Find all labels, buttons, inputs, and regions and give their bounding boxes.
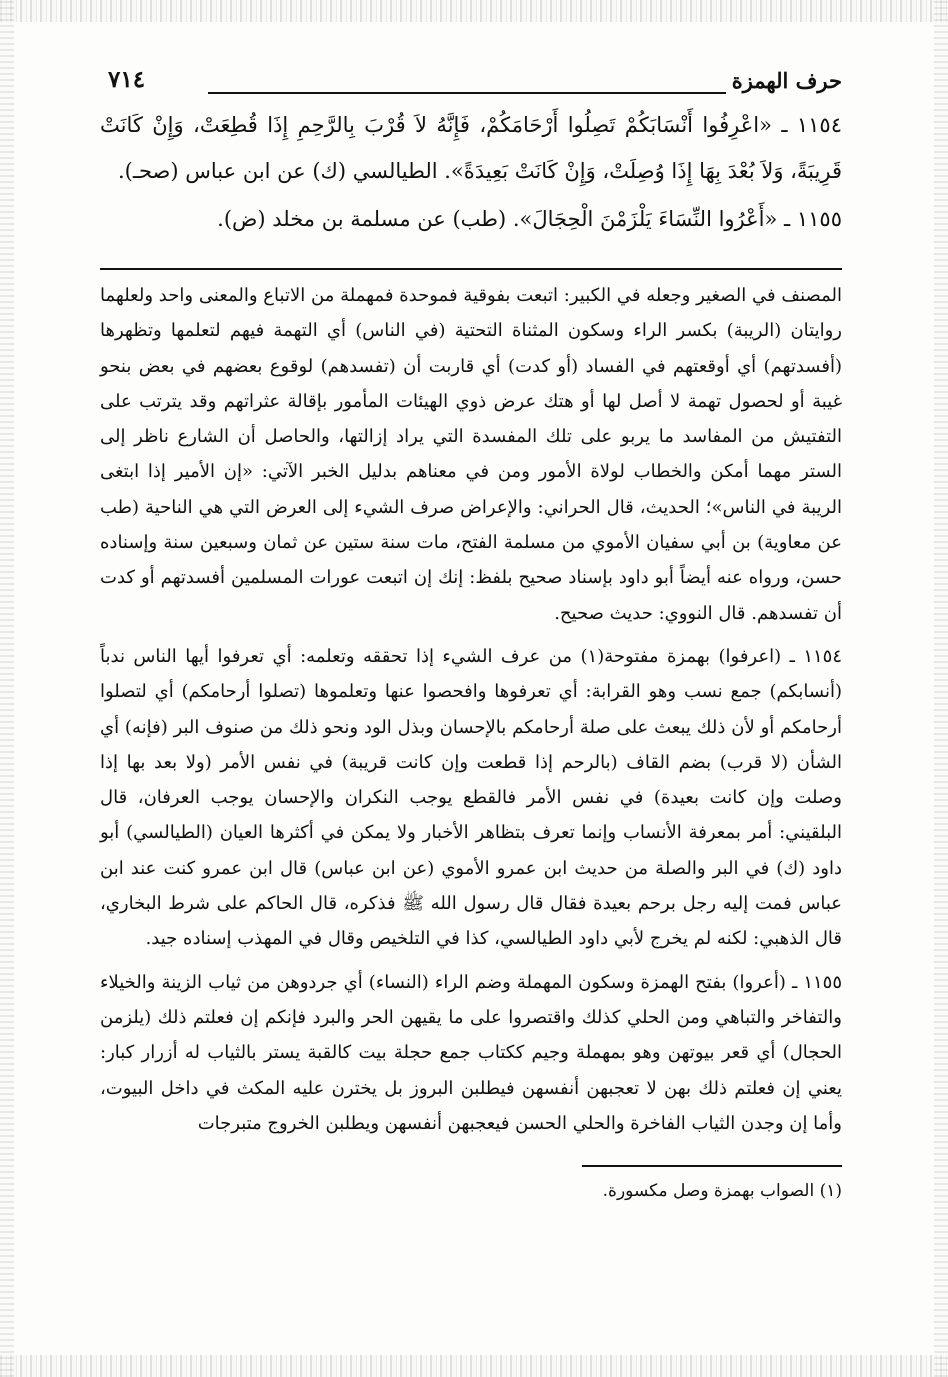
footnote-rule xyxy=(582,1165,842,1167)
page-border-left xyxy=(0,0,14,1377)
footnote: (١) الصواب بهمزة وصل مكسورة. xyxy=(602,1181,842,1202)
hadith-1154: ١١٥٤ ـ «اعْرِفُوا أَنْسَابَكُمْ تَصِلُوا أَرْحَامَكُمْ، فَإِنَّهُ لاَ قُرْبَ بِالرَّحِمِ إِذَا قُطِعَتْ، وَإِنْ كَانَتْ قَرِيبَةً، وَلاَ بُعْدَ بِهَا إِذَا وُصِلَتْ، وَإِنْ كَانَتْ بَعِيدَةً». الطيالسي (ك) عن ابن عباس (صحـ). xyxy=(100,113,842,183)
commentary-paragraph-1: المصنف في الصغير وجعله في الكبير: اتبعت بفوقية فموحدة فمهملة من الاتباع والمعنى واحد ولعلهما روايتان (الريبة) بكسر الراء وسكون المثناة التحتية (في الناس) أي التهمة فيهم لتعلمها وتظهرها (أفسدتهم) أي أوقعتهم في الفساد (أو كدت) أي قاربت أن (تفسدهم) لوقوع بعضهم في بعض بنحو غيبة أو لحصول تهمة لا أصل لها أو هتك عرض ذوي الهيئات المأمور بإقالة عثراتهم وقد يترتب على التفتيش من المفاسد ما يربو على تلك المفسدة التي يراد إزالتها، والحاصل أن الشارع ناظر إلى الستر مهما أمكن والخطاب لولاة الأمور ومن في معناهم بدليل الخبر الآتي: «إن الأمير إذا ابتغى الريبة في الناس»؛ الحديث، قال الحراني: والإعراض صرف الشيء إلى العرض التي هي الناحية (طب عن معاوية) بن أبي سفيان الأموي من مسلمة الفتح، مات سنة ستين عن ثمان وسبعين سنة وإسناده حسن، ورواه عنه أيضاً أبو داود بإسناد صحيح بلفظ: إنك إن اتبعت عورات المسلمين أفسدتهم أو كدت أن تفسدهم. قال النووي: حديث صحيح. xyxy=(100,285,842,624)
page-border-right xyxy=(934,0,948,1377)
header-rule xyxy=(208,92,726,94)
text-commentary-divider xyxy=(100,268,842,270)
book-page xyxy=(100,62,842,1352)
commentary-paragraph-3: ١١٥٥ ـ (أعروا) بفتح الهمزة وسكون المهملة وضم الراء (النساء) أي جردوهن من ثياب الزينة والخيلاء والتفاخر والتباهي ومن الحلي كذلك واقتصروا على ما يقيهن الحر والبرد فإنكم إن فعلتم ذلك (يلزمن الحجال) أي قعر بيوتهن وهو بمهملة وجيم ككتاب جمع حجلة بيت كالقبة يستر بالثياب له أزرار كبار: يعني إن فعلتم ذلك بهن لا تعجبهن أنفسهن فيطلبن البروز بل يخترن عليه المكث في داخل البيوت، وأما إن وجدن الثياب الفاخرة والحلي الحسن فيعجبهن أنفسهن ويطلبن الخروج متبرجات xyxy=(100,971,842,1134)
page-border-bottom xyxy=(0,1355,948,1377)
page-border-top xyxy=(0,0,948,22)
commentary-paragraph-2: ١١٥٤ ـ (اعرفوا) بهمزة مفتوحة(١) من عرف الشيء إذا تحققه وتعلمه: أي تعرفوا أيها الناس ندباً (أنسابكم) جمع نسب وهو القرابة: أي تعرفوها وافحصوا عنها وتعلموها (تصلوا أرحامكم) أي لتصلوا أرحامكم أو لأن ذلك يبعث على صلة أرحامكم بالإحسان وبذل الود ونحو ذلك من صنوف البر (فإنه) أي الشأن (لا قرب) بضم القاف (بالرحم إذا قطعت وإن كانت قريبة) في نفس الأمر (ولا بعد بها إذا وصلت وإن كانت بعيدة) في نفس الأمر فالقطع يوجب النكران والإحسان يوجب العرفان، قال البلقيني: أمر بمعرفة الأنساب وإنما تعرف بتظاهر الأخبار ولا يمكن في أكثرها العيان (الطيالسي) أبو داود (ك) في البر والصلة من حديث ابن عمرو الأموي (عن ابن عباس) قال ابن عمرو كنت عند ابن عباس فمت إليه رجل برحم بعيدة فقال قال رسول الله ﷺ فذكره، قال الحاكم على شرط البخاري، قال الذهبي: لكنه لم يخرج لأبي داود الطيالسي، كذا في التلخيص وقال في المهذب إسناده جيد. xyxy=(100,645,843,950)
chapter-title: حرف الهمزة xyxy=(731,68,842,93)
running-header xyxy=(100,62,842,102)
page-number: ٧١٤ xyxy=(108,66,146,93)
hadith-1155: ١١٥٥ ـ «أَعْرُوا النِّسَاءَ يَلْزَمْنَ الْحِجَالَ». (طب) عن مسلمة بن مخلد (ض). xyxy=(217,207,842,231)
